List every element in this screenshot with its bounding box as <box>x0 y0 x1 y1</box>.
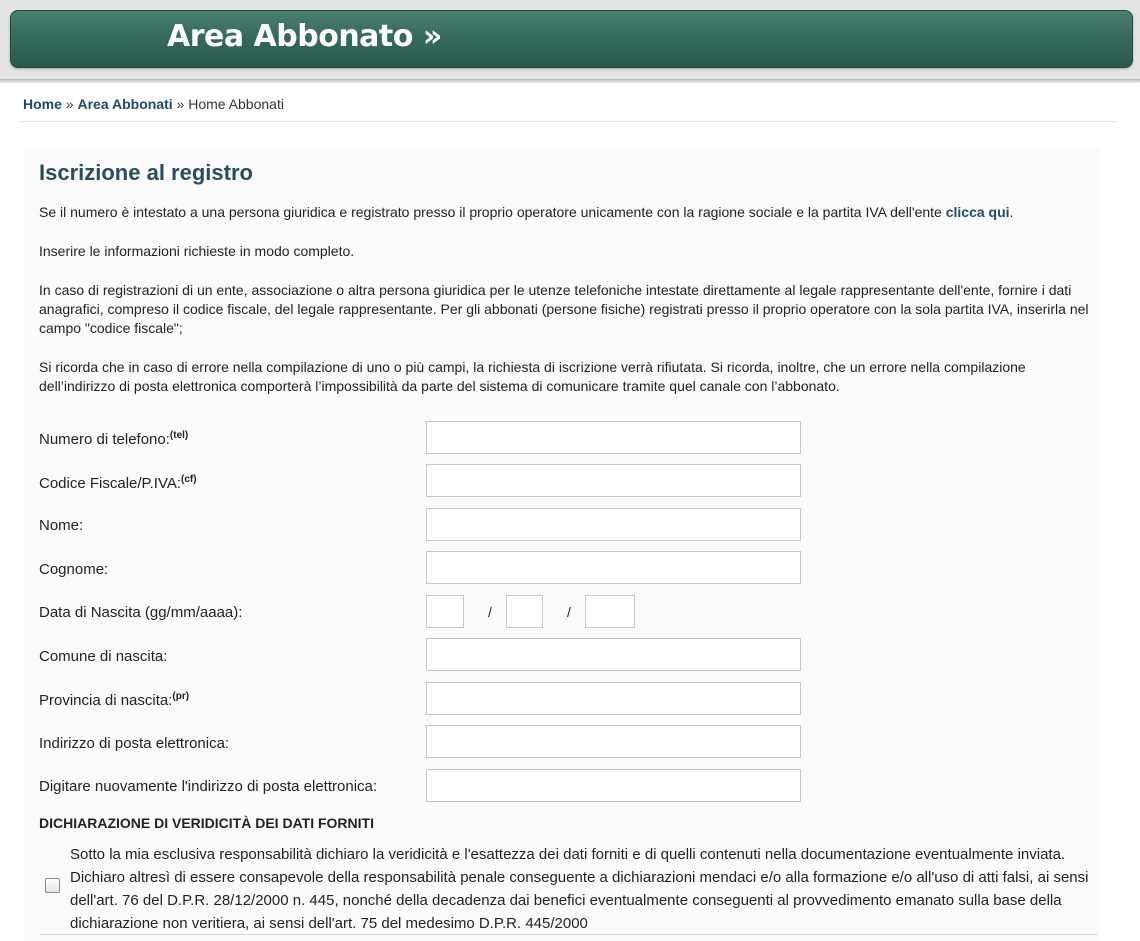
provincia-label <box>39 691 189 709</box>
header-shadow <box>0 79 1140 83</box>
email-confirm-label: Digitare nuovamente l'indirizzo di posta elettronica: <box>39 778 378 795</box>
codice-fiscale-label <box>39 474 197 492</box>
codice-fiscale-input[interactable] <box>426 464 801 497</box>
header-title: Area Abbonato » <box>167 19 442 54</box>
phone-label <box>39 430 188 448</box>
data-nascita-giorno-input[interactable] <box>426 595 464 628</box>
phone-label-sup: (tel) <box>169 430 189 441</box>
date-separator: / <box>567 604 571 620</box>
breadcrumb-separator: » <box>61 96 78 112</box>
provincia-input[interactable] <box>426 682 801 715</box>
email-confirm-input[interactable] <box>426 769 801 802</box>
data-nascita-mese-input[interactable] <box>506 595 543 628</box>
phone-label-text: Numero di telefono: <box>39 431 170 448</box>
intro-text: Se il numero è intestato a una persona giuridica e registrato presso il proprio operatore unicamente con la ragione sociale e la partita IVA dell'ente <box>39 204 946 220</box>
data-nascita-label: Data di Nascita (gg/mm/aaaa): <box>39 604 243 621</box>
clicca-qui-link[interactable]: clicca qui <box>945 204 1010 220</box>
provincia-label-sup: (pr) <box>172 691 190 702</box>
declaration-text: Sotto la mia esclusiva responsabilità dichiaro la veridicità e l'esattezza dei dati forniti e di quelli contenuti nella documentazione eventualmente inviata. Dichiaro altresì di essere consapevole della responsabilità penale conseguente a dichiarazioni mendaci e/o alla formazione e/o all'uso di atti falsi, ai sensi dell'art. 76 del D.P.R. 28/12/2000 n. 445, nonché della decadenza dai benefici eventualmente conseguenti al provvedimento emanato sulla base della dichiarazione non veritiera, ai sensi dell'art. 75 del medesimo D.P.R. 445/2000 <box>70 846 1089 932</box>
date-separator: / <box>488 604 492 620</box>
codice-fiscale-label-text: Codice Fiscale/P.IVA: <box>39 475 182 492</box>
breadcrumb-divider <box>20 121 1116 122</box>
provincia-label-text: Provincia di nascita: <box>39 692 173 709</box>
cognome-label: Cognome: <box>39 561 109 578</box>
email-input[interactable] <box>426 725 801 758</box>
cognome-input[interactable] <box>426 551 801 584</box>
declaration-checkbox[interactable] <box>45 878 60 893</box>
data-nascita-anno-input[interactable] <box>585 595 635 628</box>
codice-fiscale-label-sup: (cf) <box>181 474 197 485</box>
instructions-paragraph: Inserire le informazioni richieste in modo completo. <box>39 243 355 259</box>
bottom-divider <box>40 934 1098 935</box>
email-label: Indirizzo di posta elettronica: <box>39 735 230 752</box>
intro-end: . <box>1009 204 1014 220</box>
header-bar <box>10 10 1133 68</box>
page-title: Iscrizione al registro <box>39 160 253 185</box>
breadcrumb-area-link[interactable]: Area Abbonati <box>77 96 173 112</box>
declaration-title: DICHIARAZIONE DI VERIDICITÀ DEI DATI FORNITI <box>39 815 374 831</box>
comune-input[interactable] <box>426 638 801 671</box>
breadcrumb-separator: » <box>172 96 189 112</box>
breadcrumb <box>23 96 284 112</box>
intro-paragraph <box>39 203 1094 222</box>
error-warning-paragraph: Si ricorda che in caso di errore nella compilazione di uno o più campi, la richiesta di iscrizione verrà rifiutata. Si ricorda, inoltre, che un errore nella compilazione dell’indirizzo di posta elettronica comporterà l’impossibilità da parte del sistema di comunicare tramite quel canale con l’abbonato. <box>39 359 1026 394</box>
phone-input[interactable] <box>426 421 801 454</box>
nome-input[interactable] <box>426 508 801 541</box>
comune-label: Comune di nascita: <box>39 648 168 665</box>
nome-label: Nome: <box>39 517 84 534</box>
legal-entity-paragraph: In caso di registrazioni di un ente, associazione o altra persona giuridica per le utenze telefoniche intestate direttamente al legale rappresentante dell'ente, fornire i dati anagrafici, compreso il codice fiscale, del legale rappresentante. Per gli abbonati (persone fisiche) registrati presso il proprio operatore con la sola partita IVA, inserirla nel campo "codice fiscale"; <box>39 282 1089 336</box>
breadcrumb-current: Home Abbonati <box>188 96 284 112</box>
breadcrumb-home-link[interactable]: Home <box>23 96 62 112</box>
